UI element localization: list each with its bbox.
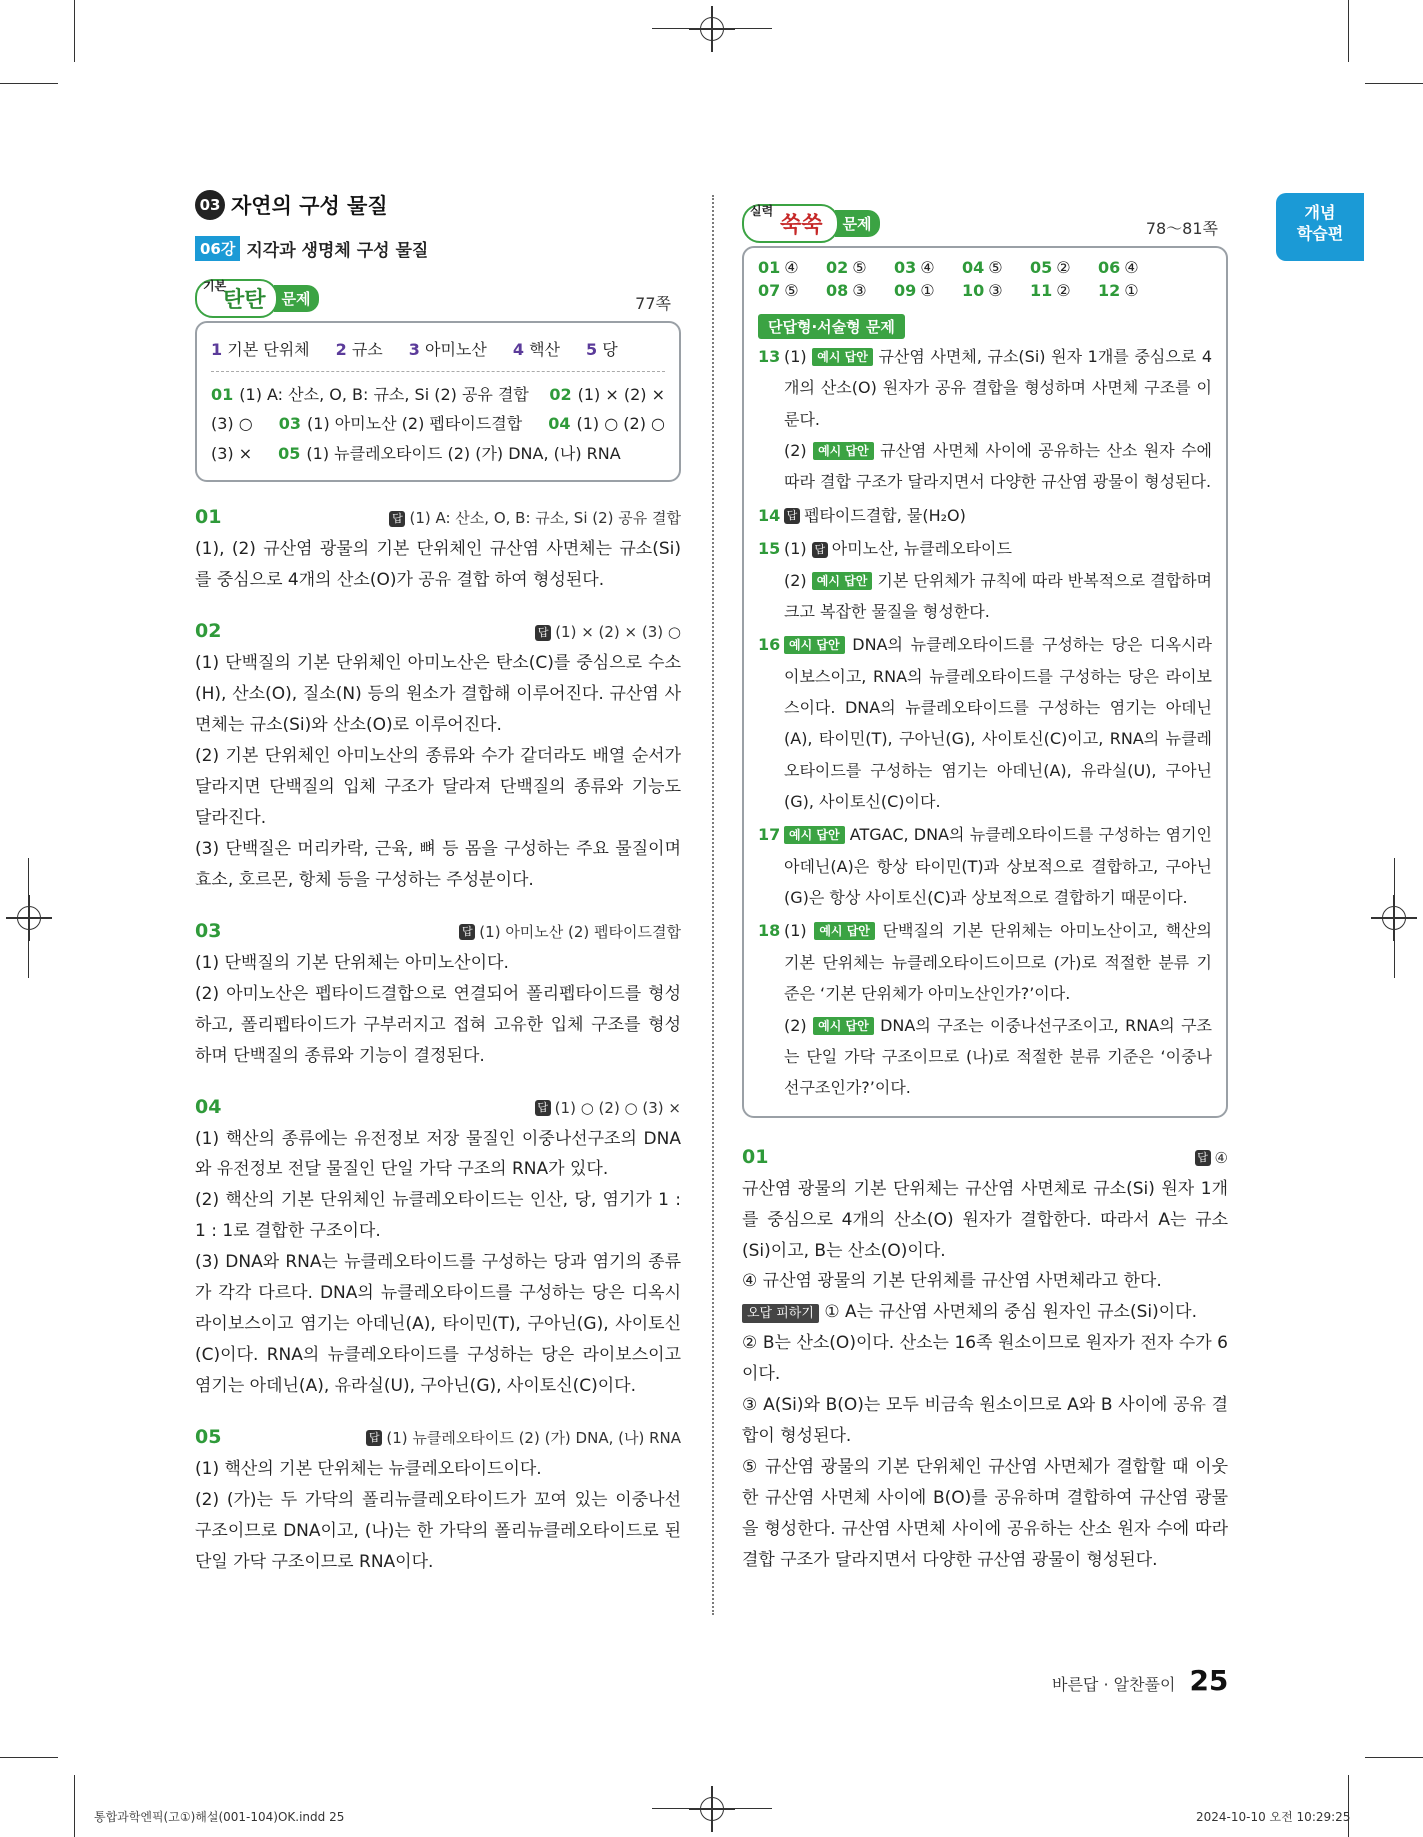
basic-term-num: 1 — [211, 340, 223, 359]
item-prefix: (1) — [784, 921, 807, 941]
explanation-paragraph: (1) 핵산의 종류에는 유전정보 저장 물질인 이중나선구조의 DNA와 유전정보 전달 물질인 단일 가닥 구조의 RNA가 있다. — [195, 1128, 681, 1180]
mc-answer — [962, 258, 1030, 277]
answer-icon: 답 — [535, 625, 551, 641]
item-text: ATGAC, DNA의 뉴클레오타이드를 구성하는 염기인 아데닌(A)은 항상 타이민(T)과 상보적으로 결합하고, 구아닌(G)은 항상 사이토신(C)과 상보적으로 결합하기 때문이다. — [784, 825, 1213, 908]
question-answer — [366, 1427, 681, 1448]
practice-pill — [742, 204, 880, 243]
lesson-heading — [195, 236, 681, 261]
mc-num: 08 — [826, 281, 849, 300]
item-line — [784, 533, 1212, 564]
crop-mark — [1365, 1757, 1423, 1758]
mc-choice: ⑤ — [988, 258, 1003, 277]
item-number: 15 — [758, 539, 781, 559]
short-answer-item — [758, 341, 1212, 498]
registration-mark — [689, 1786, 735, 1832]
answer-text: (1) ○ (2) ○ (3) × — [554, 1098, 681, 1117]
explanation-paragraph: 규산염 광물의 기본 단위체는 규산염 사면체로 규소(Si) 원자 1개를 중심으로 4개의 산소(O) 원자가 결합한다. 따라서 A는 규소(Si)이고, B는 산소(O)이다. — [742, 1178, 1228, 1261]
mc-num: 10 — [962, 281, 985, 300]
basic-answer-cell — [548, 409, 665, 439]
basic-answer-row — [211, 380, 665, 410]
basic-answer-text: (1) × (2) × — [577, 384, 665, 404]
explanation-block — [195, 920, 681, 1072]
item-body — [784, 533, 1212, 627]
explanation-paragraph: (1) 단백질의 기본 단위체인 아미노산은 탄소(C)를 중심으로 수소(H), 산소(O), 질소(N) 등의 원소가 결합해 이루어진다. 규산염 사면체는 규소(Si)와 산소(O)로 이루어진다. — [195, 653, 681, 736]
basic-term-text: 당 — [602, 340, 618, 359]
basic-term-num: 2 — [335, 340, 347, 359]
item-prefix: (2) — [784, 1015, 807, 1035]
item-line — [784, 565, 1212, 628]
basic-term — [336, 335, 383, 365]
item-line — [784, 500, 1212, 531]
short-answer-item — [758, 629, 1212, 817]
mc-num: 02 — [826, 258, 849, 277]
print-slug-file: 통합과학엔픽(고①)해설(001-104)OK.indd 25 — [94, 1810, 345, 1824]
explanation-text — [195, 648, 681, 896]
chapter-title: 자연의 구성 물질 — [231, 194, 388, 218]
basic-answer-text: (1) A: 산소, O, B: 규소, Si (2) 공유 결합 — [239, 384, 529, 404]
mc-choice: ⑤ — [784, 281, 799, 300]
question-answer — [459, 921, 681, 942]
item-text: 규산염 사면체 사이에 공유하는 산소 원자 수에 따라 결합 구조가 달라지면서 다양한 규산염 광물이 형성된다. — [784, 441, 1212, 492]
basic-small-label: 기본 — [203, 279, 227, 293]
question-answer — [535, 623, 681, 641]
practice-tag: 문제 — [835, 210, 880, 237]
basic-term-text: 아미노산 — [425, 340, 487, 359]
mc-answer — [894, 281, 962, 300]
multiple-choice-grid — [758, 258, 1212, 300]
answer-icon: 답 — [812, 542, 828, 558]
explanation-paragraph: (2) 핵산의 기본 단위체인 뉴클레오타이드는 인산, 당, 염기가 1 : 1 : 1로 결합한 구조이다. — [195, 1190, 681, 1242]
mc-num: 06 — [1098, 258, 1121, 277]
answer-text: (1) 아미노산 (2) 펩타이드결합 — [479, 922, 681, 941]
basic-answer-cell — [549, 380, 665, 410]
basic-term-text: 기본 단위체 — [227, 340, 310, 359]
short-answer-badge: 단답형·서술형 문제 — [758, 314, 905, 339]
basic-label — [195, 279, 278, 318]
practice-page-ref: 78～81쪽 — [1145, 219, 1218, 238]
basic-answer-cell — [278, 439, 621, 469]
explanation-block — [742, 1146, 1228, 1576]
basic-answer-row — [211, 409, 665, 439]
footer-label: 바른답 · 알찬풀이 — [1052, 1675, 1176, 1694]
basic-answer-box — [195, 321, 681, 482]
item-body — [784, 341, 1212, 498]
crop-mark — [1394, 858, 1395, 978]
basic-term-num: 4 — [512, 340, 524, 359]
practice-label — [742, 204, 839, 243]
answer-icon: 답 — [784, 508, 800, 524]
explanation-block — [195, 1426, 681, 1578]
item-line — [784, 629, 1212, 817]
explanation-paragraph: ⑤ 규산염 광물의 기본 단위체인 규산염 사면체가 결합할 때 이웃한 규산염 사면체 사이에 B(O)를 공유하며 결합하여 규산염 광물을 형성한다. 규산염 사면체 사이에 공유하는 산소 원자 수에 따라 결합 구조가 달라지면서 다양한 규산염 광물이 형성된다. — [742, 1457, 1228, 1570]
basic-term-num: 3 — [408, 340, 420, 359]
side-tab — [1276, 193, 1364, 261]
answer-text: (1) A: 산소, O, B: 규소, Si (2) 공유 결합 — [409, 509, 681, 528]
answer-icon: 답 — [459, 924, 475, 940]
crop-mark — [0, 1757, 58, 1758]
mc-answer — [962, 281, 1030, 300]
basic-term-text: 핵산 — [529, 340, 560, 359]
crop-mark — [28, 858, 29, 978]
answer-text: (1) × (2) × (3) ○ — [555, 623, 681, 642]
mc-choice: ② — [1056, 281, 1071, 300]
mc-choice: ① — [1124, 281, 1139, 300]
item-prefix: (2) — [784, 570, 807, 590]
explanation-paragraph: (2) 기본 단위체인 아미노산의 종류와 수가 같더라도 배열 순서가 달라지면 단백질의 입체 구조가 달라져 단백질의 종류와 기능도 달라진다. — [195, 746, 681, 828]
mc-answer — [894, 258, 962, 277]
registration-mark — [689, 6, 735, 52]
basic-term — [211, 335, 310, 365]
lesson-title: 지각과 생명체 구성 물질 — [246, 241, 429, 261]
item-body — [784, 819, 1212, 913]
mc-num: 11 — [1030, 281, 1053, 300]
item-body — [784, 915, 1212, 1103]
basic-answer-num: 03 — [278, 414, 302, 434]
item-number: 14 — [758, 505, 781, 525]
question-number: 02 — [195, 620, 222, 643]
mc-answer — [826, 281, 894, 300]
item-prefix: (1) — [784, 539, 807, 559]
explanation-title — [195, 620, 681, 642]
basic-answer-text: (3) ○ — [211, 414, 253, 434]
item-line — [784, 819, 1212, 913]
answer-icon: 답 — [389, 511, 405, 527]
explanation-title — [195, 1096, 681, 1118]
item-text: 기본 단위체가 규칙에 따라 반복적으로 결합하며 크고 복잡한 물질을 형성한다. — [784, 570, 1212, 621]
item-body — [784, 500, 1212, 531]
item-line — [784, 1010, 1212, 1104]
print-slug-date: 2024-10-10 오전 10:29:25 — [1196, 1810, 1351, 1824]
page-number: 25 — [1189, 1664, 1229, 1697]
right-column — [742, 200, 1228, 1576]
example-answer-badge: 예시 답안 — [784, 826, 845, 844]
chapter-heading — [195, 190, 681, 220]
basic-answer-cell — [211, 380, 529, 410]
mc-choice: ② — [1056, 258, 1071, 277]
mc-num: 07 — [758, 281, 781, 300]
explanation-block — [195, 1096, 681, 1402]
explanation-title — [742, 1146, 1228, 1168]
basic-term-num: 5 — [585, 340, 598, 359]
explanation-paragraph: (1) 핵산의 기본 단위체는 뉴클레오타이드이다. — [195, 1458, 542, 1479]
chapter-number: 03 — [195, 190, 225, 220]
page-footer — [1052, 1664, 1228, 1697]
item-number: 13 — [758, 347, 781, 366]
wrong-answer-line — [742, 1297, 1228, 1328]
side-tab-line2: 학습편 — [1296, 223, 1344, 243]
item-number: 17 — [758, 825, 781, 845]
explanation-paragraph: ④ 규산염 광물의 기본 단위체를 규산염 사면체라고 한다. — [742, 1271, 1162, 1292]
item-text: DNA의 뉴클레오타이드를 구성하는 당은 디옥시라이보스이고, RNA의 뉴클레오타이드를 구성하는 당은 라이보스이다. DNA의 뉴클레오타이드를 구성하는 염기는 아데닌(A), 타이민(T), 구아닌(G), 사이토신(C)이고, RNA의 뉴클레오타이드를 구성하는 염기는 아데닌(A), 유라실(U), 구아닌(G), 사이토신(C)이다. — [784, 635, 1212, 812]
mc-choice: ① — [920, 281, 935, 300]
practice-section-header — [742, 200, 1228, 246]
explanation-paragraph: (2) (가)는 두 가닥의 폴리뉴클레오타이드가 꼬여 있는 이중나선 구조이므로 DNA이고, (나)는 한 가닥의 폴리뉴클레오타이드로 된 단일 가닥 구조이므로 RNA이다. — [195, 1489, 681, 1572]
mc-choice: ⑤ — [852, 258, 867, 277]
basic-page-ref: 77쪽 — [635, 294, 671, 313]
example-answer-badge: 예시 답안 — [812, 348, 873, 366]
example-answer-badge: 예시 답안 — [813, 442, 874, 460]
explanation-paragraph: ① A는 규산염 사면체의 중심 원자인 규소(Si)이다. — [824, 1302, 1197, 1323]
mc-num: 03 — [894, 258, 917, 277]
explanation-paragraph: ③ A(Si)와 B(O)는 모두 비금속 원소이므로 A와 B 사이에 공유 결합이 형성된다. — [742, 1395, 1228, 1447]
basic-answer-row — [211, 439, 665, 469]
explanation-text — [195, 1454, 681, 1578]
basic-main-label: 탄탄 — [223, 288, 266, 313]
explanation-title — [195, 920, 681, 942]
basic-answer-text: (1) ○ (2) ○ — [576, 414, 665, 434]
short-answer-item — [758, 533, 1212, 627]
crop-mark — [1348, 1775, 1349, 1837]
basic-term — [409, 335, 487, 365]
short-answer-item — [758, 500, 1212, 531]
basic-section-header — [195, 275, 681, 321]
crop-mark — [74, 0, 75, 62]
practice-main-label: 쑥쑥 — [780, 213, 823, 238]
item-prefix: (2) — [784, 441, 807, 461]
basic-term-text: 규소 — [351, 340, 383, 359]
practice-small-label: 실력 — [750, 204, 774, 218]
item-prefix: (1) — [784, 347, 807, 366]
question-answer — [535, 1099, 681, 1117]
mc-answer — [1098, 281, 1166, 300]
explanation-text — [742, 1174, 1228, 1576]
item-line — [784, 915, 1212, 1009]
crop-mark — [0, 83, 58, 84]
mc-answer — [758, 258, 826, 277]
basic-answer-num: 04 — [548, 414, 571, 434]
mc-num: 09 — [894, 281, 917, 300]
item-number: 16 — [758, 635, 781, 655]
basic-answer-cell — [279, 409, 522, 439]
explanation-paragraph: (2) 아미노산은 펩타이드결합으로 연결되어 폴리펩타이드를 형성하고, 폴리펩타이드가 구부러지고 접혀 고유한 입체 구조를 형성하며 단백질의 종류와 기능이 결정된다. — [195, 983, 681, 1066]
mc-num: 12 — [1098, 281, 1121, 300]
explanation-paragraph: (1) 단백질의 기본 단위체는 아미노산이다. — [195, 952, 509, 973]
question-number: 01 — [195, 506, 222, 529]
basic-tag: 문제 — [274, 285, 319, 312]
short-answer-item — [758, 915, 1212, 1103]
mc-answer — [826, 258, 894, 277]
question-number: 01 — [742, 1145, 769, 1168]
basic-answer-text: (1) 아미노산 (2) 펩타이드결합 — [307, 414, 523, 434]
basic-pill — [195, 279, 319, 318]
example-answer-badge: 예시 답안 — [813, 1017, 874, 1035]
explanation-text — [195, 948, 681, 1072]
mc-answer — [758, 281, 826, 300]
explanation-paragraph: ② B는 산소(O)이다. 산소는 16족 원소이므로 원자가 전자 수가 6이다. — [742, 1333, 1228, 1385]
mc-answer — [1030, 258, 1098, 277]
basic-answer-num: 02 — [549, 384, 572, 404]
mc-num: 01 — [758, 258, 781, 277]
crop-mark — [1348, 0, 1349, 62]
basic-answer-num: 05 — [278, 443, 301, 463]
wrong-answer-badge: 오답 피하기 — [742, 1304, 819, 1323]
short-answer-item — [758, 819, 1212, 913]
explanation-title — [195, 506, 681, 528]
item-number: 18 — [758, 921, 781, 941]
question-answer — [389, 507, 681, 528]
mc-num: 04 — [962, 258, 985, 277]
basic-term — [513, 335, 560, 365]
item-line — [784, 341, 1212, 435]
explanation-title — [195, 1426, 681, 1448]
mc-num: 05 — [1030, 258, 1053, 277]
item-line — [784, 435, 1212, 498]
explanation-text — [195, 534, 681, 596]
explanation-paragraph: (3) DNA와 RNA는 뉴클레오타이드를 구성하는 당과 염기의 종류가 각각 다르다. DNA의 뉴클레오타이드를 구성하는 당은 디옥시라이보스이고 염기는 아데닌(A), 타이민(T), 구아닌(G), 사이토신(C)이다. RNA의 뉴클레오타이드를 구성하는 당은 라이보스이고 염기는 아데닌(A), 유라실(U), 구아닌(G), 사이토신(C)이다. — [195, 1252, 681, 1396]
registration-mark — [6, 895, 52, 941]
example-answer-badge: 예시 답안 — [814, 922, 875, 940]
mc-choice: ④ — [1124, 258, 1139, 277]
question-number: 05 — [195, 1425, 222, 1448]
question-number: 04 — [195, 1095, 222, 1118]
item-text: 단백질의 기본 단위체는 아미노산이고, 핵산의 기본 단위체는 뉴클레오타이드이므로 (가)로 적절한 분류 기준은 ‘기본 단위체가 아미노산인가?’이다. — [784, 921, 1212, 1004]
mc-choice: ③ — [852, 281, 867, 300]
basic-answer-text: (1) 뉴클레오타이드 (2) (가) DNA, (나) RNA — [306, 443, 621, 463]
answer-icon: 답 — [366, 1430, 382, 1446]
explanation-paragraph: (3) 단백질은 머리카락, 근육, 뼈 등 몸을 구성하는 주요 물질이며 효소, 호르몬, 항체 등을 구성하는 주성분이다. — [195, 838, 681, 890]
item-text: 펩타이드결합, 물(H₂O) — [804, 505, 966, 525]
answer-icon: 답 — [535, 1100, 551, 1116]
item-text: DNA의 구조는 이중나선구조이고, RNA의 구조는 단일 가닥 구조이므로 (나)로 적절한 분류 기준은 ‘이중나선구조인가?’이다. — [784, 1015, 1212, 1098]
crop-mark — [74, 1775, 75, 1837]
explanation-text — [195, 1124, 681, 1402]
item-text: 규산염 사면체, 규소(Si) 원자 1개를 중심으로 4개의 산소(O) 원자가 공유 결합을 형성하며 사면체 구조를 이룬다. — [784, 347, 1212, 429]
practice-answer-box — [742, 246, 1228, 1118]
basic-answer-text: (3) × — [211, 443, 253, 463]
left-column — [195, 190, 681, 1578]
lesson-badge: 06강 — [195, 236, 240, 261]
mc-choice: ④ — [920, 258, 935, 277]
mc-choice: ④ — [784, 258, 799, 277]
item-text: 아미노산, 뉴클레오타이드 — [831, 539, 1012, 559]
mc-answer — [1030, 281, 1098, 300]
side-tab-line1: 개념 — [1304, 203, 1336, 222]
answer-text: ④ — [1214, 1148, 1228, 1167]
question-number: 03 — [195, 919, 222, 942]
column-divider — [712, 195, 714, 1615]
answer-text: (1) 뉴클레오타이드 (2) (가) DNA, (나) RNA — [386, 1428, 681, 1447]
answer-icon: 답 — [1195, 1150, 1211, 1166]
explanation-block — [195, 506, 681, 596]
item-body — [784, 629, 1212, 817]
question-answer — [1195, 1149, 1228, 1167]
example-answer-badge: 예시 답안 — [784, 636, 845, 654]
mc-answer — [1098, 258, 1166, 277]
mc-choice: ③ — [988, 281, 1003, 300]
example-answer-badge: 예시 답안 — [812, 572, 873, 590]
crop-mark — [1365, 83, 1423, 84]
basic-term — [586, 335, 618, 365]
basic-terms-row — [211, 335, 665, 372]
basic-answer-num: 01 — [211, 384, 234, 404]
explanation-paragraph: (1), (2) 규산염 광물의 기본 단위체인 규산염 사면체는 규소(Si)를 중심으로 4개의 산소(O)가 공유 결합 하여 형성된다. — [195, 539, 681, 591]
explanation-block — [195, 620, 681, 896]
